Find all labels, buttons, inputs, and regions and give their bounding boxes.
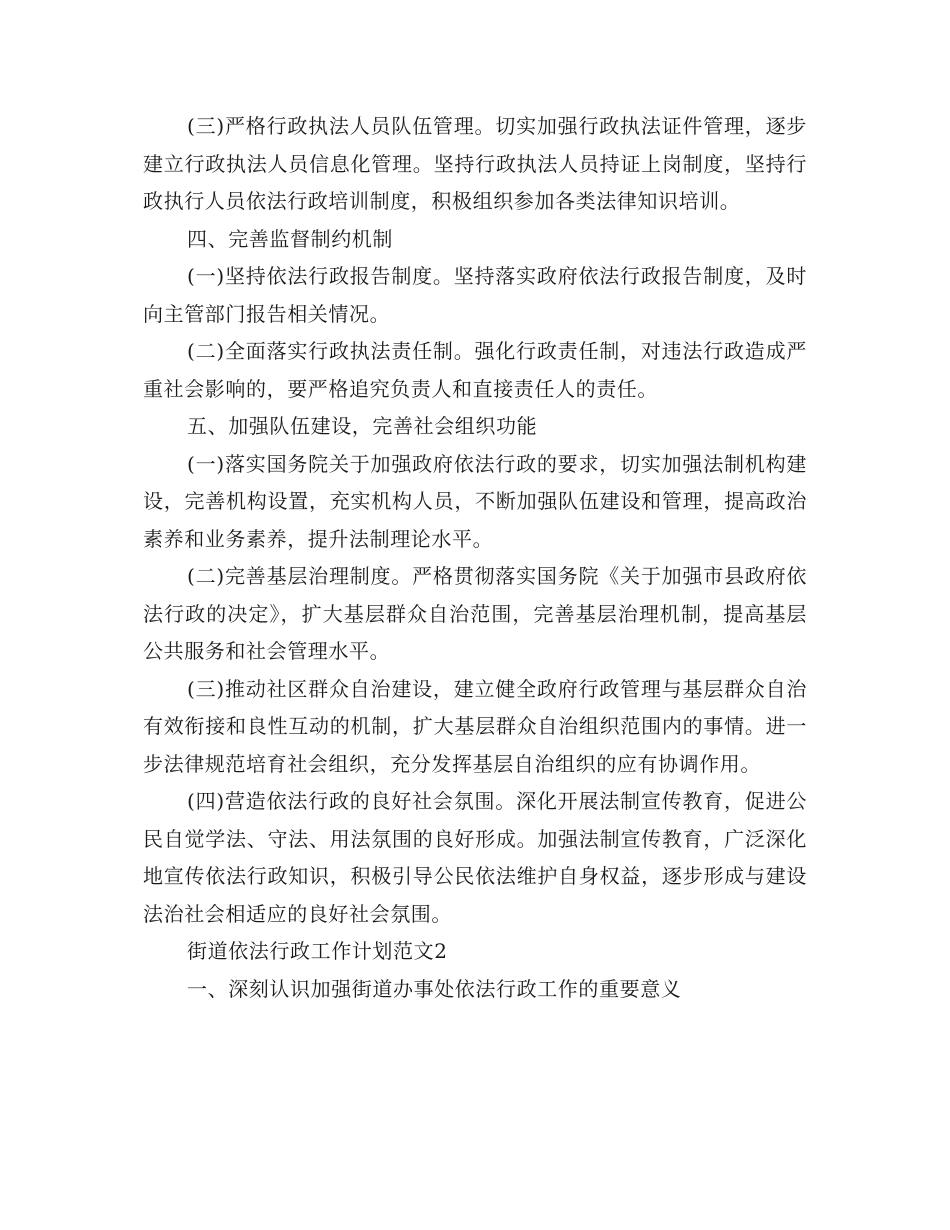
- paragraph-legal-institutions: (一)落实国务院关于加强政府依法行政的要求，切实加强法制机构建设，完善机构设置，充实机构人员，不断加强队伍建设和管理，提高政治素养和业务素养，提升法制理论水平。: [143, 451, 807, 551]
- heading-team-building: 五、加强队伍建设，完善社会组织功能: [187, 414, 538, 438]
- paragraph-grassroots-governance: (二)完善基层治理制度。严格贯彻落实国务院《关于加强市县政府依法行政的决定》，扩大基层群众自治范围，完善基层治理机制，提高基层公共服务和社会管理水平。: [143, 564, 807, 663]
- document-body: [143, 108, 807, 1008]
- paragraph-report-system: (一)坚持依法行政报告制度。坚持落实政府依法行政报告制度，及时向主管部门报告相关情况。: [143, 264, 807, 326]
- heading-importance: 一、深刻认识加强街道办事处依法行政工作的重要意义: [187, 976, 682, 1001]
- paragraph-team-management: (三)严格行政执法人员队伍管理。切实加强行政执法证件管理，逐步建立行政执法人员信息化管理。坚持行政执法人员持证上岗制度，坚持行政执行人员依法行政培训制度，积极组织参加各类法律知识培训。: [143, 114, 807, 213]
- paragraph-responsibility-system: (二)全面落实行政执法责任制。强化行政责任制，对违法行政造成严重社会影响的，要严格追究负责人和直接责任人的责任。: [143, 339, 807, 401]
- section-title-sample-2: 街道依法行政工作计划范文2: [187, 939, 448, 963]
- paragraph-community-autonomy: (三)推动社区群众自治建设，建立健全政府行政管理与基层群众自治有效衔接和良性互动的机制，扩大基层群众自治组织范围内的事情。进一步法律规范培育社会组织，充分发挥基层自治组织的应有协调作用。: [143, 676, 807, 776]
- heading-supervision-mechanism: 四、完善监督制约机制: [187, 226, 393, 251]
- paragraph-social-atmosphere: (四)营造依法行政的良好社会氛围。深化开展法制宣传教育，促进公民自觉学法、守法、用法氛围的良好形成。加强法制宣传教育，广泛深化地宣传依法行政知识，积极引导公民依法维护自身权益，逐步形成与建设法治社会相适应的良好社会氛围。: [143, 789, 807, 926]
